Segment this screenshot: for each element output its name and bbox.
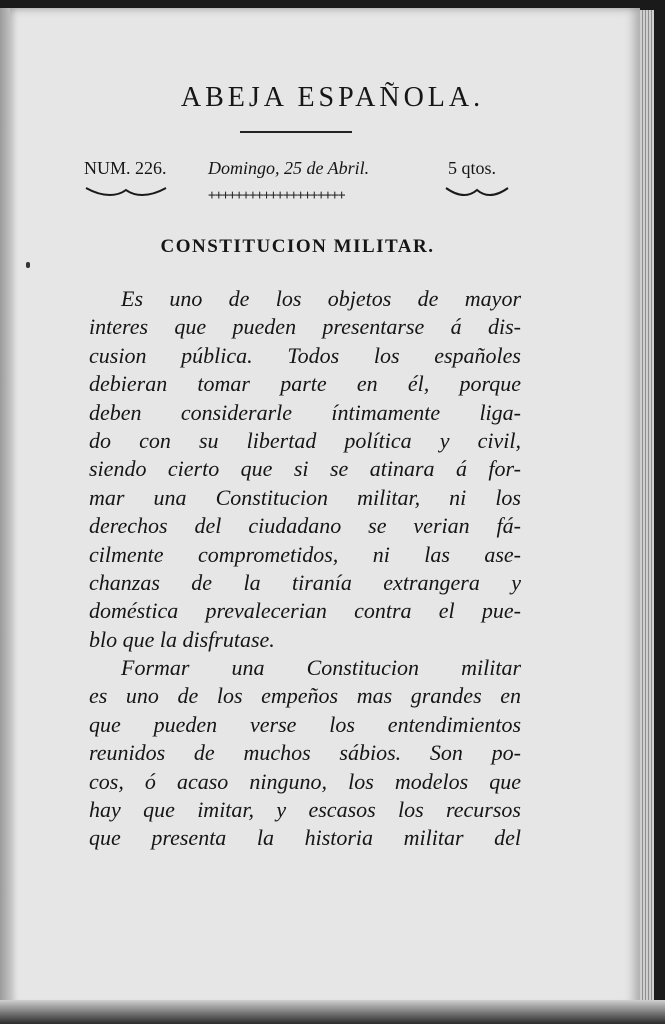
text-line: siendo cierto que si se atinara á for- xyxy=(89,456,521,482)
text-line: que presenta la historia militar del xyxy=(89,825,521,851)
text-line: derechos del ciudadano se verian fá- xyxy=(89,513,521,539)
issue-number: NUM. 226. xyxy=(84,158,167,178)
page-edges xyxy=(640,10,654,1006)
swash-ornament-left xyxy=(84,184,168,198)
cross-ornament-rule: ++++++++++++++++++++ xyxy=(208,188,345,203)
book-bottom-edge xyxy=(0,1000,665,1024)
masthead-title: ABEJA ESPAÑOLA. xyxy=(180,82,485,113)
text-line: Es uno de los objetos de mayor xyxy=(121,286,521,311)
text-line: debieran tomar parte en él, porque xyxy=(89,371,521,397)
text-line: Formar una Constitucion militar xyxy=(121,655,521,681)
masthead-rule xyxy=(240,131,352,133)
text-line: cos, ó acaso ninguno, los modelos que xyxy=(89,768,521,794)
issue-date: Domingo, 25 de Abril. xyxy=(208,158,370,178)
text-line: cusion pública. Todos los españoles xyxy=(89,342,521,368)
issue-price: 5 qtos. xyxy=(448,158,497,178)
text-line: cilmente comprometidos, ni las ase- xyxy=(89,541,521,567)
text-line: interes que pueden presentarse á dis- xyxy=(89,314,521,340)
ink-spot xyxy=(26,262,30,268)
text-line: blo que la disfrutase. xyxy=(89,626,275,652)
text-line: que pueden verse los entendimientos xyxy=(89,711,521,737)
text-line: deben considerarle íntimamente liga- xyxy=(89,399,521,425)
text-line: chanzas de la tiranía extrangera y xyxy=(89,569,521,595)
text-line: do con su libertad política y civil, xyxy=(89,427,521,453)
text-line: mar una Constitucion militar, ni los xyxy=(89,484,521,510)
swash-ornament-right xyxy=(444,184,510,198)
text-line: doméstica prevalecerian contra el pue- xyxy=(89,598,521,624)
text-line: reunidos de muchos sábios. Son po- xyxy=(89,740,521,766)
article-body xyxy=(89,285,521,853)
text-line: hay que imitar, y escasos los recursos xyxy=(89,797,521,823)
text-line: es uno de los empeños mas grandes en xyxy=(89,683,521,709)
section-title: CONSTITUCION MILITAR. xyxy=(160,236,435,257)
